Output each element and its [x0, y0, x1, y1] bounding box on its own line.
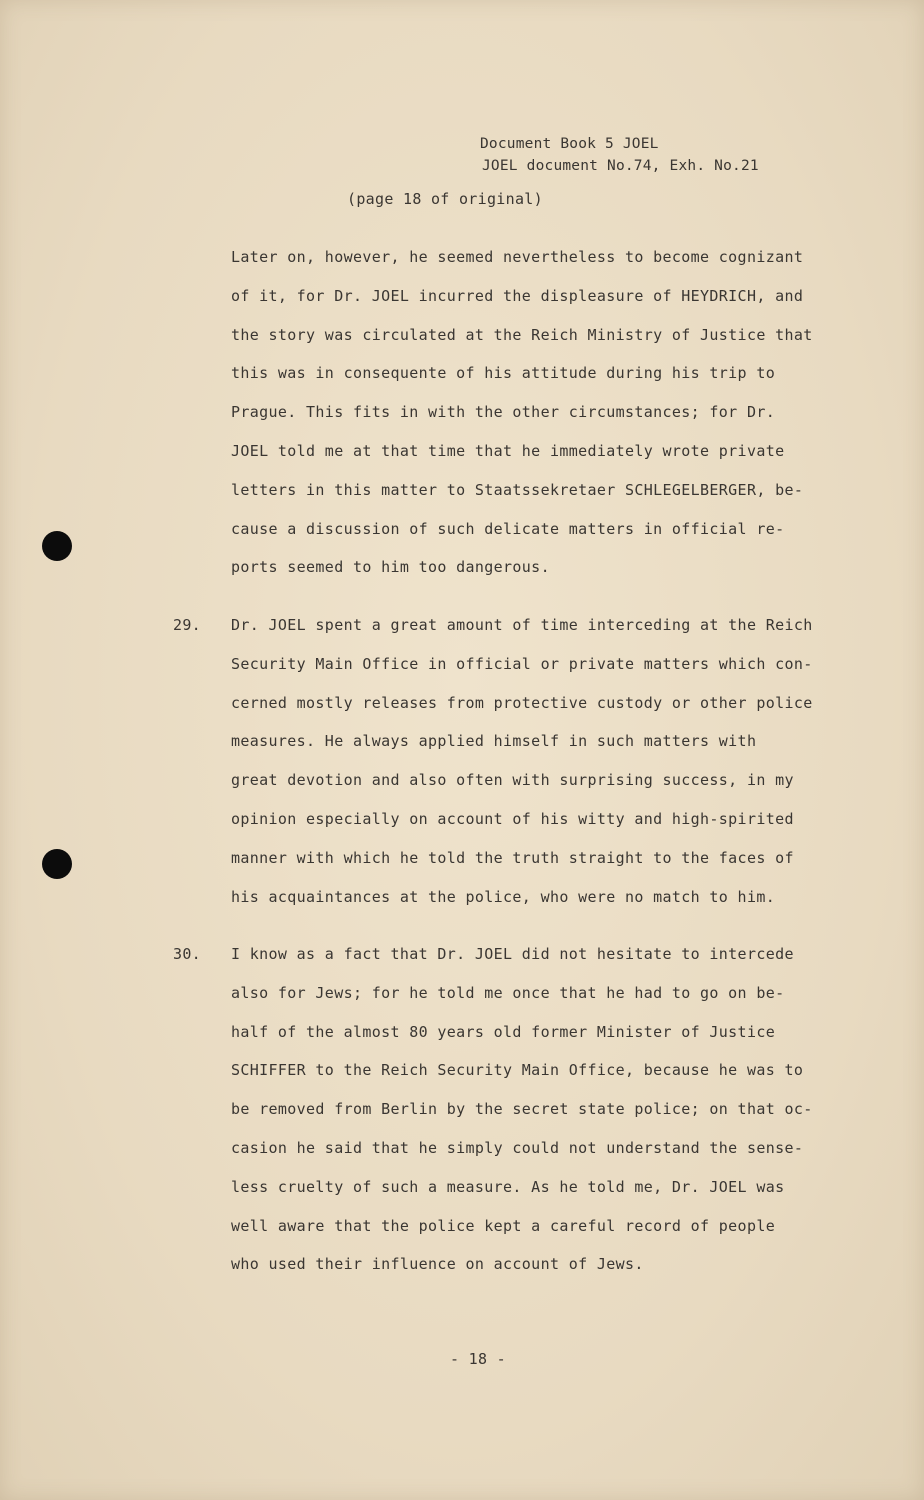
paragraph-number-29: 29. — [173, 616, 201, 634]
text-line: ports seemed to him too dangerous. — [231, 558, 550, 577]
text-line: be removed from Berlin by the secret state police; on that oc- — [231, 1100, 813, 1119]
paragraph-30 — [231, 935, 836, 1284]
text-line: Security Main Office in official or private matters which con- — [231, 654, 813, 673]
paragraph-number-30: 30. — [173, 945, 201, 963]
text-line: SCHIFFER to the Reich Security Main Office, because he was to — [231, 1061, 804, 1080]
text-line: JOEL told me at that time that he immediately wrote private — [231, 441, 785, 460]
punch-hole-upper — [42, 531, 72, 561]
text-line: casion he said that he simply could not understand the sense- — [231, 1138, 804, 1157]
text-line: less cruelty of such a measure. As he told me, Dr. JOEL was — [231, 1177, 785, 1196]
document-number-line: JOEL document No.74, Exh. No.21 — [482, 158, 759, 174]
document-book-line: Document Book 5 JOEL — [480, 136, 659, 152]
text-line: opinion especially on account of his witty and high-spirited — [231, 809, 794, 828]
original-page-reference: (page 18 of original) — [347, 190, 543, 208]
paragraph-29 — [231, 606, 836, 916]
text-line: his acquaintances at the police, who were no match to him. — [231, 887, 776, 906]
text-line: measures. He always applied himself in such matters with — [231, 732, 757, 751]
text-line: of it, for Dr. JOEL incurred the displeasure of HEYDRICH, and — [231, 286, 804, 305]
text-line: letters in this matter to Staatssekretaer SCHLEGELBERGER, be- — [231, 480, 804, 499]
text-line: cerned mostly releases from protective custody or other police — [231, 693, 813, 712]
text-line: great devotion and also often with surprising success, in my — [231, 771, 794, 790]
text-line: well aware that the police kept a careful record of people — [231, 1216, 776, 1235]
text-line: I know as a fact that Dr. JOEL did not hesitate to intercede — [231, 945, 794, 963]
text-line: Later on, however, he seemed nevertheless to become cognizant — [231, 248, 804, 266]
text-line: Prague. This fits in with the other circumstances; for Dr. — [231, 403, 776, 422]
page-number-footer: - 18 - — [450, 1350, 506, 1368]
text-line: who used their influence on account of Jews. — [231, 1255, 644, 1274]
text-line: Dr. JOEL spent a great amount of time interceding at the Reich — [231, 616, 813, 634]
text-line: also for Jews; for he told me once that he had to go on be- — [231, 983, 785, 1002]
text-line: the story was circulated at the Reich Ministry of Justice that — [231, 325, 813, 344]
text-line: half of the almost 80 years old former Minister of Justice — [231, 1022, 776, 1041]
text-line: this was in consequente of his attitude during his trip to — [231, 364, 776, 383]
text-line: cause a discussion of such delicate matters in official re- — [231, 519, 785, 538]
paragraph-continued — [231, 238, 836, 587]
punch-hole-lower — [42, 849, 72, 879]
document-header — [480, 133, 759, 177]
text-line: manner with which he told the truth straight to the faces of — [231, 848, 794, 867]
